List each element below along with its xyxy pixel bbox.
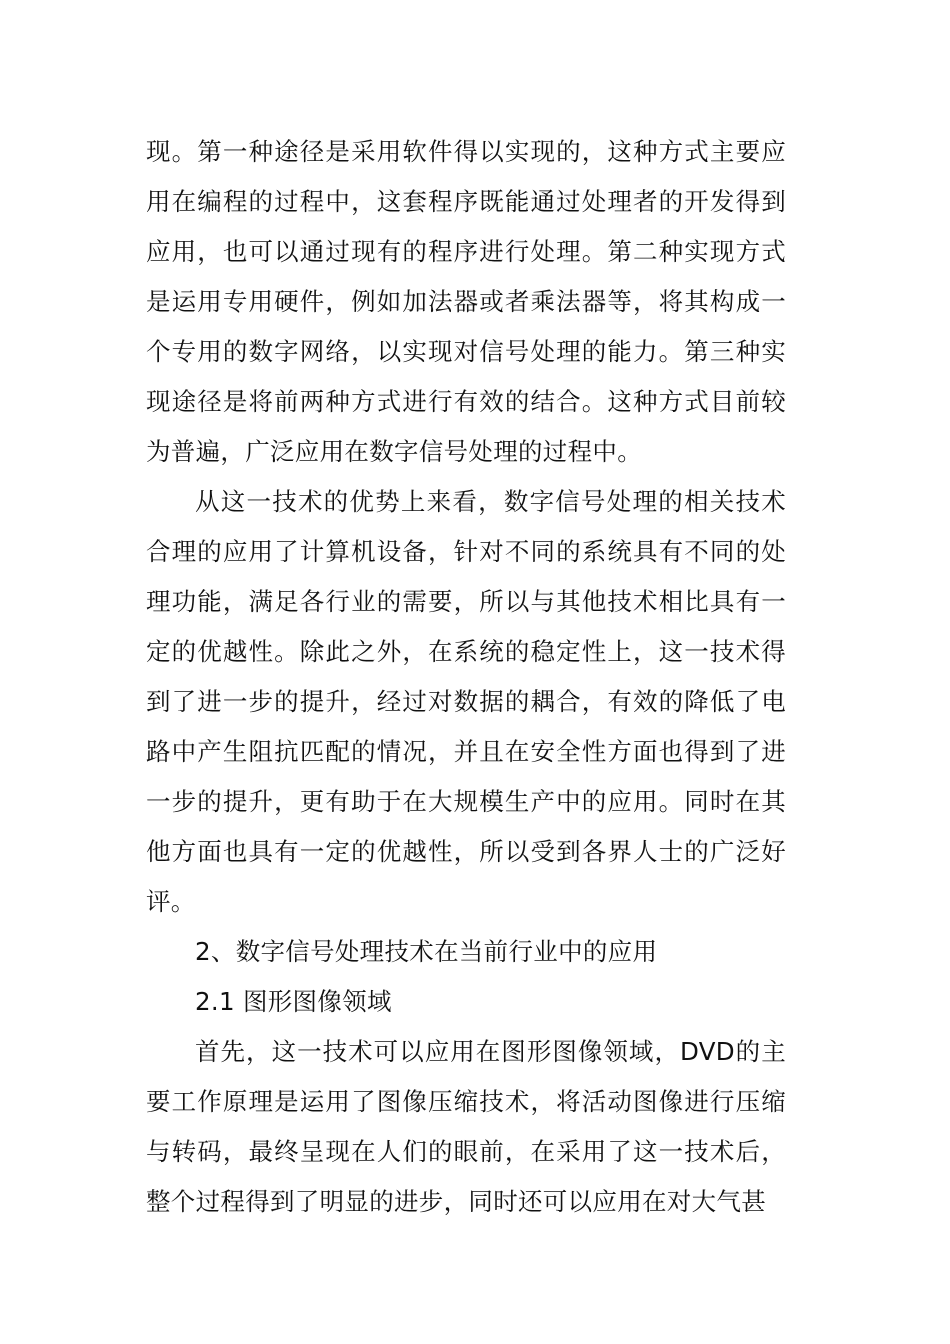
body-paragraph: 现。第一种途径是采用软件得以实现的，这种方式主要应用在编程的过程中，这套程序既能通过处理者的开发得到应用，也可以通过现有的程序进行处理。第二种实现方式是运用专用硬件，例如加法器或者乘法器等，将其构成一个专用的数字网络，以实现对信号处理的能力。第三种实现途径是将前两种方式进行有效的结合。这种方式目前较为普遍，广泛应用在数字信号处理的过程中。 <box>146 137 786 466</box>
body-paragraph: 从这一技术的优势上来看，数字信号处理的相关技术合理的应用了计算机设备，针对不同的系统具有不同的处理功能，满足各行业的需要，所以与其他技术相比具有一定的优越性。除此之外，在系统的稳定性上，这一技术得到了进一步的提升，经过对数据的耦合，有效的降低了电路中产生阻抗匹配的情况，并且在安全性方面也得到了进一步的提升，更有助于在大规模生产中的应用。同时在其他方面也具有一定的优越性，所以受到各界人士的广泛好评。 <box>146 487 786 916</box>
subsection-heading: 2.1 图形图像领域 <box>195 987 392 1016</box>
section-heading: 2、数字信号处理技术在当前行业中的应用 <box>195 937 658 966</box>
document-body <box>146 127 786 1227</box>
body-paragraph: 首先，这一技术可以应用在图形图像领域，DVD的主要工作原理是运用了图像压缩技术，将活动图像进行压缩与转码，最终呈现在人们的眼前，在采用了这一技术后，整个过程得到了明显的进步，同时还可以应用在对大气甚 <box>146 1037 786 1216</box>
